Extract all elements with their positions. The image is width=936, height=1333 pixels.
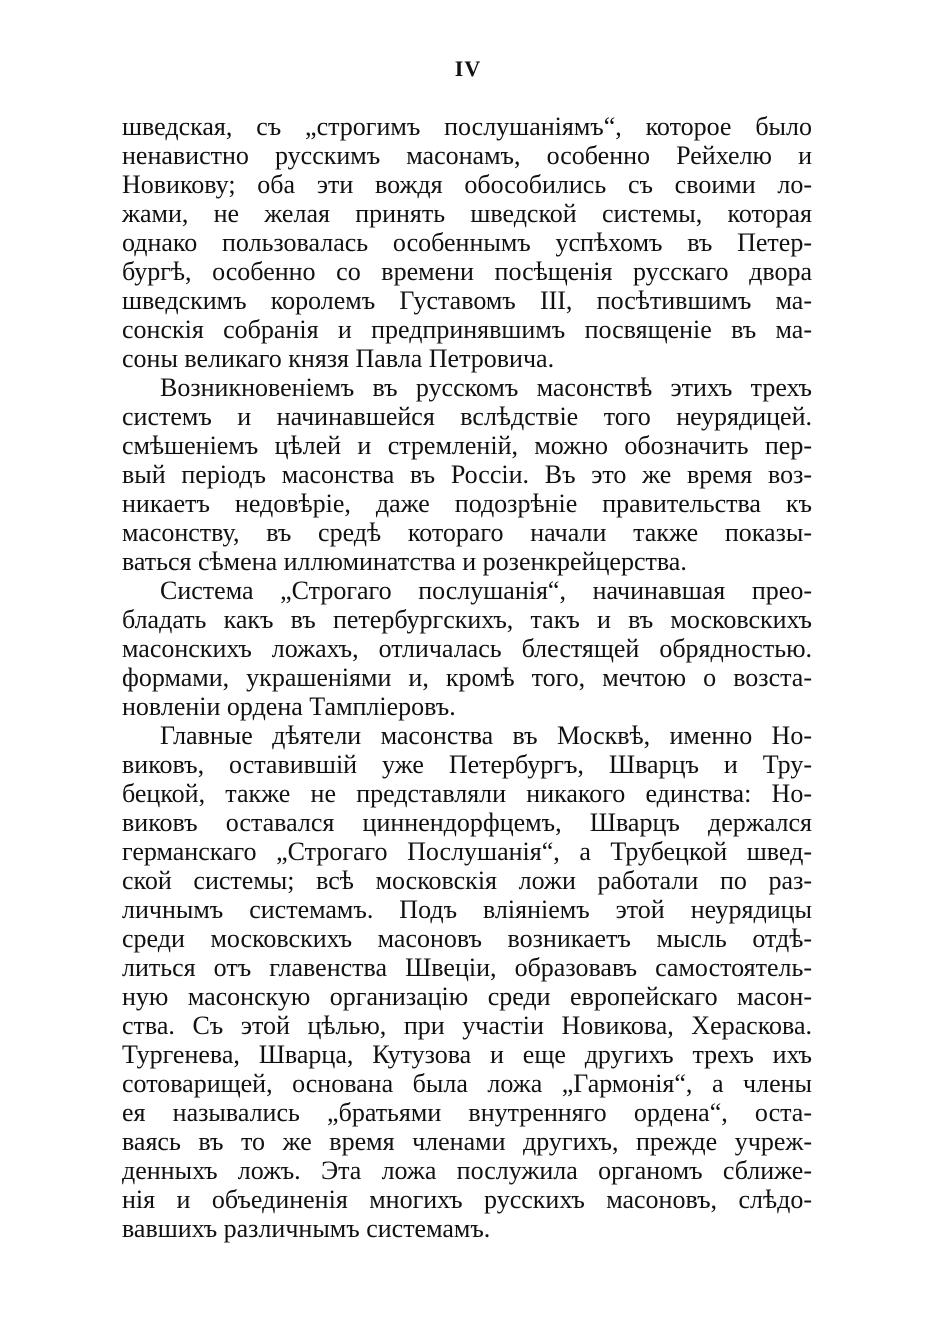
text-line: бецкой, также не представляли никакого единства: Но- [122,779,812,808]
text-line: никаетъ недовѣрiе, даже подозрѣнiе правительства къ [122,489,812,518]
text-line: германскаго „Строгаго Послушанiя“, а Трубецкой швед- [122,837,812,866]
text-line: ской системы; всѣ московскiя ложи работали по раз- [122,866,812,895]
text-line: ваясь въ то же время членами другихъ, прежде учреж- [122,1127,812,1156]
text-line: вавшихъ различнымъ системамъ. [122,1214,491,1243]
text-line: литься отъ главенства Швецiи, образовавъ самостоятель- [122,953,812,982]
paragraph-2 [122,373,812,576]
text-line: личнымъ системамъ. Подъ влiянiемъ этой неурядицы [122,895,812,924]
text-line: бургѣ, особенно со времени посѣщенiя русскаго двора [122,257,812,286]
text-line: соны великаго князя Павла Петровича. [122,344,555,373]
text-line: однако пользовалась особеннымъ успѣхомъ въ Петер- [122,228,812,257]
text-line: ненавистно русскимъ масонамъ, особенно Рейхелю и [122,141,812,170]
text-line: формами, украшенiями и, кромѣ того, мечтою о возста- [122,663,812,692]
text-line: системъ и начинавшейся вслѣдствiе того неурядицей. [122,402,812,431]
text-line: вый перiодъ масонства въ Россiи. Въ это же время воз- [122,460,812,489]
text-line: виковъ оставался циннендорфцемъ, Шварцъ держался [122,808,812,837]
text-line: масонству, въ средѣ котораго начали также показы- [122,518,812,547]
paragraph-3 [122,576,812,721]
text-line: ства. Съ этой цѣлью, при участiи Новикова, Хераскова. [122,1011,812,1040]
paragraph-1 [122,112,812,373]
text-line: сотоварищей, основана была ложа „Гармонiя“, а члены [122,1069,812,1098]
text-line: шведская, съ „строгимъ послушанiямъ“, которое было [122,112,812,141]
text-line: Новикову; оба эти вождя обособились съ своими ло- [122,170,812,199]
text-line: сонскiя собранiя и предпринявшимъ посвященiе въ ма- [122,315,812,344]
text-line: денныхъ ложъ. Эта ложа послужила органомъ сближе- [122,1156,812,1185]
text-line: жами, не желая принять шведской системы, которая [122,199,812,228]
text-line: смѣшенiемъ цѣлей и стремленiй, можно обозначить пер- [122,431,812,460]
text-line: шведскимъ королемъ Густавомъ III, посѣтившимъ ма- [122,286,812,315]
page-number: IV [454,56,482,81]
text-line: ваться сѣмена иллюминатства и розенкрейцерства. [122,547,687,576]
text-line: виковъ, оставившiй уже Петербургъ, Шварцъ и Тру- [122,750,812,779]
text-line: новленiи ордена Тамплiеровъ. [122,692,456,721]
text-line: нiя и объединенiя многихъ русскихъ масоновъ, слѣдо- [122,1185,812,1214]
text-line: ную масонскую организацiю среди европейскаго масон- [122,982,812,1011]
text-line: Возникновенiемъ въ русскомъ масонствѣ этихъ трехъ [160,373,812,402]
text-line: масонскихъ ложахъ, отличалась блестящей обрядностью. [122,634,812,663]
paragraph-4 [122,721,812,1243]
text-line: Тургенева, Шварца, Кутузова и еще другихъ трехъ ихъ [122,1040,812,1069]
text-line: бладать какъ въ петербургскихъ, такъ и въ московскихъ [122,605,812,634]
body-text [122,112,812,1243]
text-line: Система „Строгаго послушанiя“, начинавшая прео- [160,576,812,605]
text-line: ея назывались „братьями внутренняго ордена“, оста- [122,1098,812,1127]
text-line: Главные дѣятели масонства въ Москвѣ, именно Но- [160,721,812,750]
text-line: среди московскихъ масоновъ возникаетъ мысль отдѣ- [122,924,812,953]
